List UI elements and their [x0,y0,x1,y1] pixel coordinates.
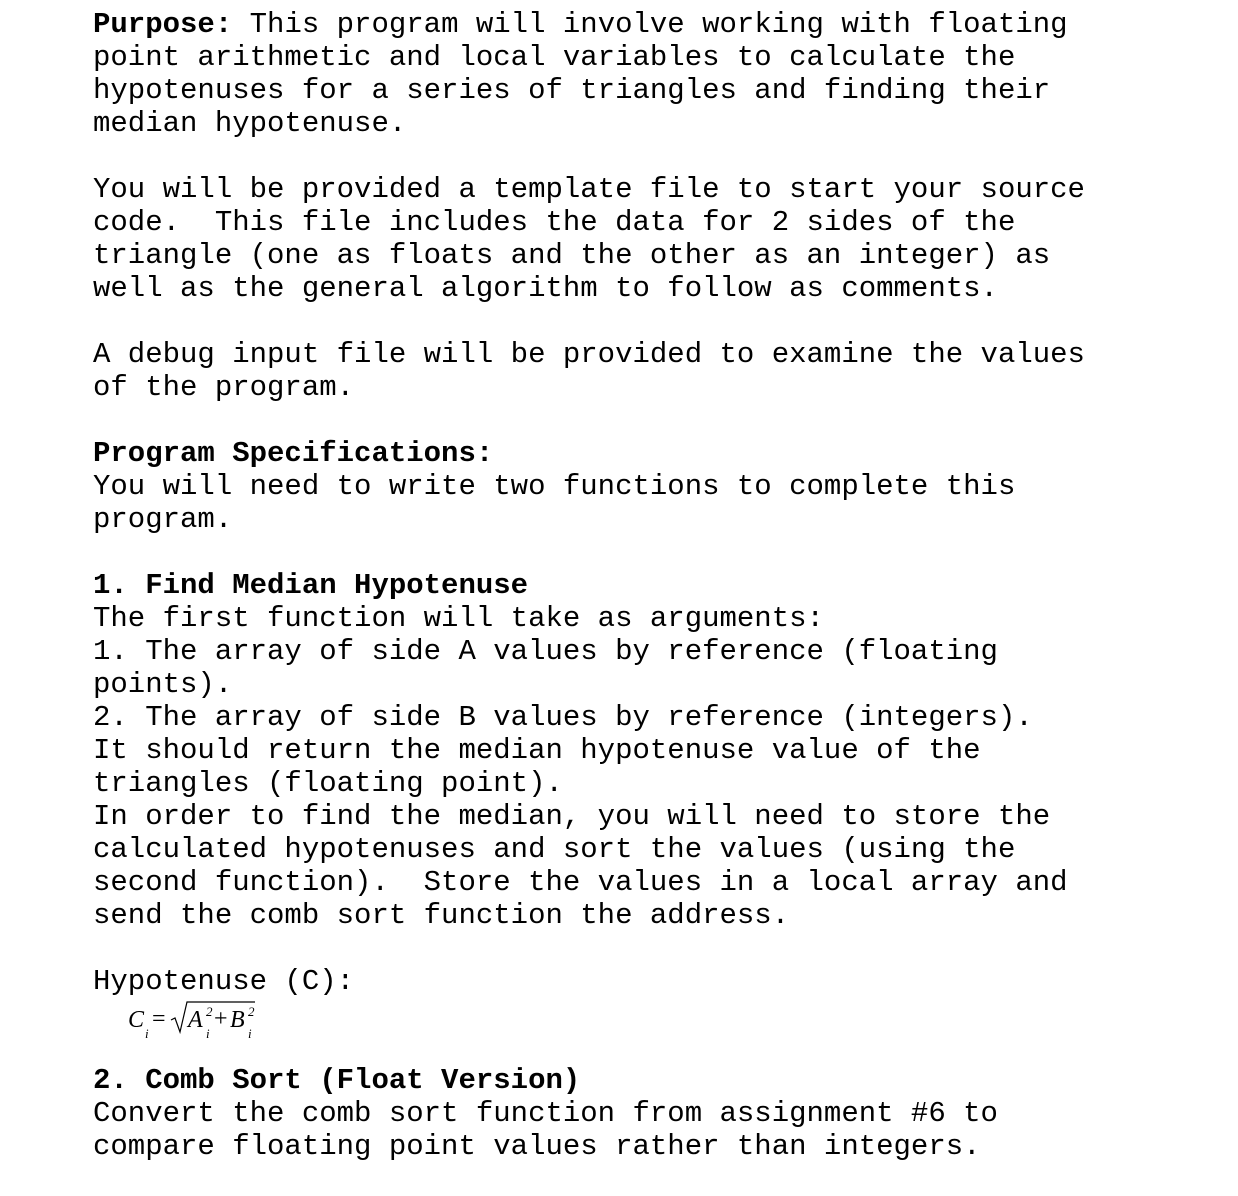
specs-text: You will need to write two functions to complete this program. [93,470,1016,536]
section1-line-median: In order to find the median, you will need to store the calculated hypotenuses and sort the values (using the second function). Store the values in a local array and send the comb sort function the address. [93,800,1068,932]
spacer [93,404,1213,437]
section1-heading: 1. Find Median Hypotenuse [93,569,529,602]
section2-text: Convert the comb sort function from assignment #6 to compare floating point values rather than integers. [93,1097,998,1163]
section1-line-intro: The first function will take as arguments: [93,602,824,635]
formula-b: B [230,1007,245,1033]
section1-line-arg-b: 2. The array of side B values by reference (integers). [93,701,1033,734]
section2-heading: 2. Comb Sort (Float Version) [93,1064,581,1097]
purpose-paragraph [93,8,1213,140]
formula-b-sub: i [248,1026,252,1041]
hypotenuse-formula [128,1000,1213,1040]
debug-paragraph: A debug input file will be provided to examine the values of the program. [93,338,1085,404]
spacer [93,140,1213,173]
section1-line-arg-a: 1. The array of side A values by reference (floating points). [93,635,998,701]
formula-equals: = [152,1006,166,1032]
specs-heading: Program Specifications: [93,437,494,470]
spacer [93,536,1213,569]
spacer [93,305,1213,338]
purpose-label: Purpose: [93,8,233,41]
purpose-text: This program will involve working with floating point arithmetic and local variables to calculate the hypotenuses for a series of triangles and finding their median hypotenuse. [93,8,1068,140]
document-body [93,8,1213,1163]
spacer [93,932,1213,965]
formula-c-sub: i [145,1026,149,1041]
section1-line-return: It should return the median hypotenuse value of the triangles (floating point). [93,734,981,800]
formula-a-sup: 2 [206,1004,213,1019]
template-paragraph: You will be provided a template file to start your source code. This file includes the data for 2 sides of the triangle (one as floats and the other as an integer) as well as the general algorithm to follow as comments. [93,173,1085,305]
formula-plus: + [214,1006,228,1032]
hypotenuse-label: Hypotenuse (C): [93,965,355,998]
formula-a-sub: i [206,1026,210,1041]
formula-a: A [188,1007,203,1033]
formula-b-sup: 2 [248,1004,255,1019]
formula-c: C [128,1007,145,1033]
